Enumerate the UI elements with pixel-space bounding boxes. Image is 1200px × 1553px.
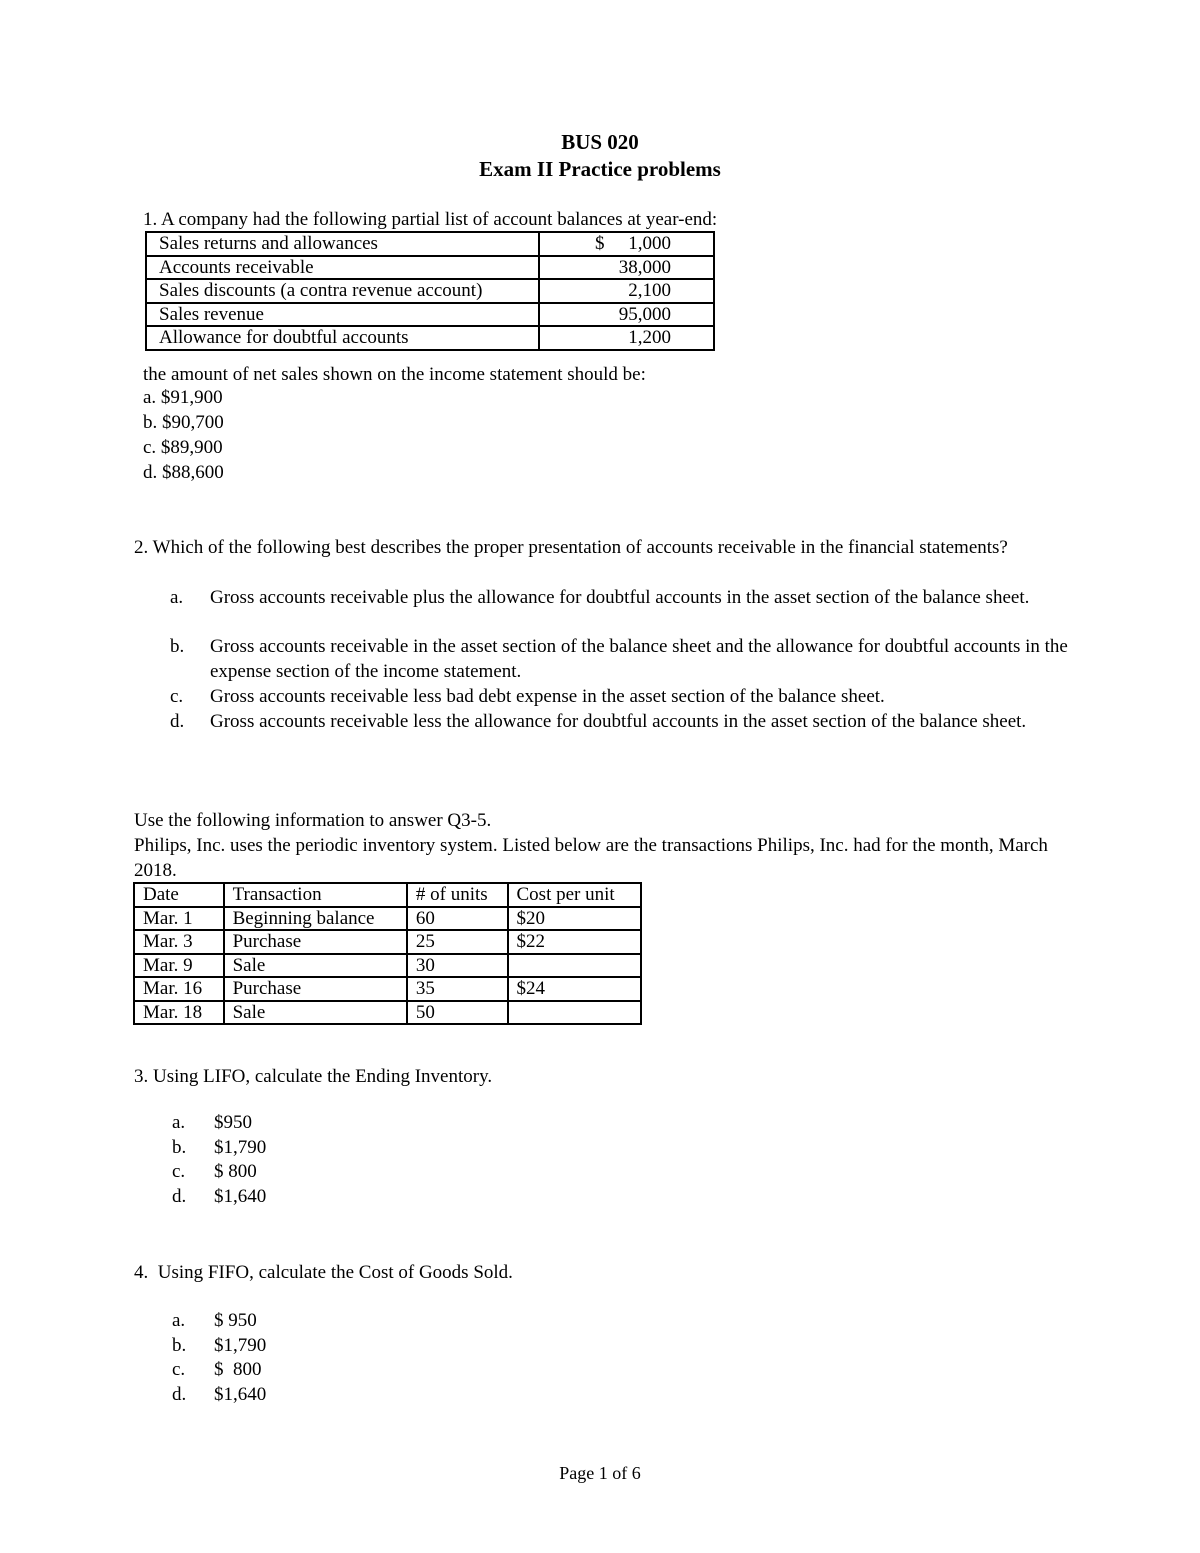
date-cell: Mar. 9 bbox=[134, 954, 224, 978]
page-number: Page 1 of 6 bbox=[559, 1463, 641, 1483]
option-label: d. bbox=[172, 1186, 187, 1207]
option-label: a. bbox=[172, 1310, 186, 1331]
option-text: $ 800 bbox=[214, 1161, 257, 1182]
q1-question: the amount of net sales shown on the income statement should be: bbox=[143, 364, 646, 385]
option-text: Gross accounts receivable plus the allowance for doubtful accounts in the asset section of the balance sheet. bbox=[210, 587, 1030, 608]
q2-option-a bbox=[170, 585, 1100, 635]
account-name: Allowance for doubtful accounts bbox=[146, 326, 539, 350]
option-text: $1,640 bbox=[214, 1384, 267, 1405]
date-cell: Mar. 18 bbox=[134, 1001, 224, 1025]
q1-option-d: d. $88,600 bbox=[143, 462, 224, 483]
account-name: Accounts receivable bbox=[146, 256, 539, 280]
q4-option-d bbox=[172, 1382, 472, 1407]
account-name: Sales returns and allowances bbox=[146, 232, 539, 256]
q1-option-b: b. $90,700 bbox=[143, 412, 224, 433]
q2-option-d bbox=[170, 709, 1100, 759]
option-label: a. bbox=[170, 587, 184, 608]
option-text: $1,790 bbox=[214, 1335, 267, 1356]
transaction-cell: Purchase bbox=[224, 930, 407, 954]
option-text: Gross accounts receivable less bad debt expense in the asset section of the balance sheet. bbox=[210, 686, 885, 707]
inventory-description: Philips, Inc. uses the periodic inventory system. Listed below are the transactions Philips, Inc. had for the month, March 2018. bbox=[134, 835, 1048, 881]
table-row bbox=[134, 954, 641, 978]
option-label: b. bbox=[172, 1335, 187, 1356]
q4-option-a bbox=[172, 1308, 472, 1333]
option-label: c. bbox=[170, 686, 184, 707]
units-cell: 35 bbox=[407, 977, 508, 1001]
units-cell: 25 bbox=[407, 930, 508, 954]
option-label: d. bbox=[172, 1384, 187, 1405]
table-row bbox=[134, 930, 641, 954]
q3-option-d bbox=[172, 1184, 472, 1209]
units-cell: 60 bbox=[407, 907, 508, 931]
column-header: Transaction bbox=[224, 883, 407, 907]
account-amount: $ 1,000 bbox=[539, 232, 714, 256]
cost-cell bbox=[508, 1001, 642, 1025]
option-label: d. bbox=[170, 711, 185, 732]
cost-cell: $20 bbox=[508, 907, 642, 931]
cost-cell: $24 bbox=[508, 977, 642, 1001]
account-name: Sales discounts (a contra revenue account) bbox=[146, 279, 539, 303]
account-amount: 38,000 bbox=[539, 256, 714, 280]
q1-prompt: 1. A company had the following partial list of account balances at year-end: bbox=[143, 209, 718, 230]
q4-option-c bbox=[172, 1357, 472, 1382]
q3-prompt: 3. Using LIFO, calculate the Ending Inventory. bbox=[134, 1066, 493, 1087]
table-header-row bbox=[134, 883, 641, 907]
table-row bbox=[146, 256, 714, 280]
column-header: # of units bbox=[407, 883, 508, 907]
inventory-transactions-table bbox=[133, 882, 642, 1025]
transaction-cell: Sale bbox=[224, 1001, 407, 1025]
date-cell: Mar. 1 bbox=[134, 907, 224, 931]
option-text: $950 bbox=[214, 1112, 252, 1133]
table-row bbox=[134, 907, 641, 931]
option-label: b. bbox=[170, 636, 185, 657]
account-name: Sales revenue bbox=[146, 303, 539, 327]
table-row bbox=[146, 303, 714, 327]
account-amount: 2,100 bbox=[539, 279, 714, 303]
q3-option-a bbox=[172, 1110, 472, 1135]
q2-option-b bbox=[170, 634, 1100, 684]
transaction-cell: Purchase bbox=[224, 977, 407, 1001]
date-cell: Mar. 3 bbox=[134, 930, 224, 954]
table-row bbox=[146, 326, 714, 350]
units-cell: 30 bbox=[407, 954, 508, 978]
column-header: Date bbox=[134, 883, 224, 907]
option-text: $1,640 bbox=[214, 1186, 267, 1207]
table-row bbox=[146, 279, 714, 303]
transaction-cell: Sale bbox=[224, 954, 407, 978]
q1-option-a: a. $91,900 bbox=[143, 387, 223, 408]
option-text: $ 950 bbox=[214, 1310, 257, 1331]
transaction-cell: Beginning balance bbox=[224, 907, 407, 931]
units-cell: 50 bbox=[407, 1001, 508, 1025]
table-row bbox=[134, 1001, 641, 1025]
q3-option-b bbox=[172, 1135, 472, 1160]
option-label: c. bbox=[172, 1359, 186, 1380]
page-title: Exam II Practice problems bbox=[479, 157, 721, 181]
option-text: $ 800 bbox=[214, 1359, 262, 1380]
course-code: BUS 020 bbox=[561, 130, 639, 154]
q2-option-c bbox=[170, 684, 1100, 709]
q2-prompt: 2. Which of the following best describes the proper presentation of accounts receivable in the financial statements? bbox=[134, 537, 1008, 558]
column-header: Cost per unit bbox=[508, 883, 642, 907]
account-amount: 95,000 bbox=[539, 303, 714, 327]
cost-cell: $22 bbox=[508, 930, 642, 954]
option-label: c. bbox=[172, 1161, 186, 1182]
option-label: b. bbox=[172, 1137, 187, 1158]
option-text: Gross accounts receivable less the allowance for doubtful accounts in the asset section of the balance sheet. bbox=[210, 711, 1027, 732]
option-text: Gross accounts receivable in the asset section of the balance sheet and the allowance for doubtful accounts in the expense section of the income statement. bbox=[210, 636, 1068, 682]
cost-cell bbox=[508, 954, 642, 978]
table-row bbox=[134, 977, 641, 1001]
account-amount: 1,200 bbox=[539, 326, 714, 350]
q4-prompt: 4. Using FIFO, calculate the Cost of Goods Sold. bbox=[134, 1262, 513, 1283]
inventory-intro: Use the following information to answer Q3-5. bbox=[134, 810, 492, 831]
account-balances-table bbox=[145, 231, 715, 351]
table-row bbox=[146, 232, 714, 256]
q1-option-c: c. $89,900 bbox=[143, 437, 223, 458]
q4-option-b bbox=[172, 1333, 472, 1358]
q3-option-c bbox=[172, 1159, 472, 1184]
option-text: $1,790 bbox=[214, 1137, 267, 1158]
option-label: a. bbox=[172, 1112, 186, 1133]
date-cell: Mar. 16 bbox=[134, 977, 224, 1001]
